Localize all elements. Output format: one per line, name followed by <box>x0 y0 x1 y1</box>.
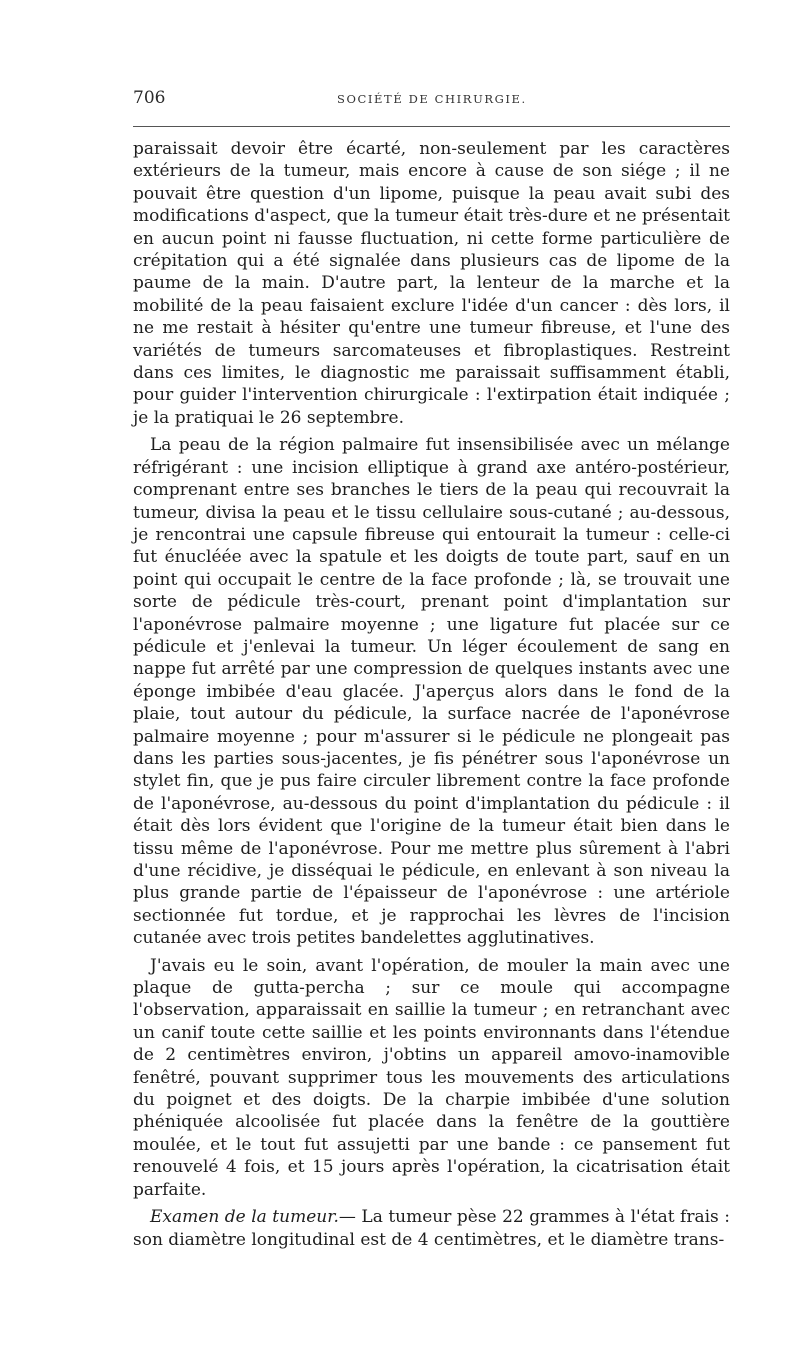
running-head: SOCIÉTÉ DE CHIRURGIE. <box>337 92 527 106</box>
page-number: 706 <box>133 88 166 108</box>
paragraph-continued: paraissait devoir être écarté, non-seulement par les caractères extérieurs de la tumeur, mais encore à cause de son siége ; il ne pouvait être question d'un lipome, puisque la peau avait subi des modifications d'aspect, que la tumeur était très-dure et ne présentait en aucun point ni fausse fluctuation, ni cette forme particulière de crépitation qui a été signalée dans plusieurs cas de lipome de la paume de la main. D'autre part, la lenteur de la marche et la mobilité de la peau faisaient exclure l'idée d'un cancer : dès lors, il ne me restait à hésiter qu'entre une tumeur fibreuse, et l'une des variétés de tumeurs sarcomateuses et fibroplastiques. Restreint dans ces limites, le diagnostic me paraissait suffisamment établi, pour guider l'intervention chirurgicale : l'extirpation était indiquée ; je la pratiquai le 26 septembre. <box>133 139 730 428</box>
section-lead: Examen de la tumeur. <box>150 1207 339 1228</box>
paragraph-examination-text: — La tumeur pèse 22 grammes à l'état frais : son diamètre longitudinal est de 4 centimètres, et le diamètre trans- <box>133 1207 731 1250</box>
paragraph-dressing: J'avais eu le soin, avant l'opération, de mouler la main avec une plaque de gutta-percha ; sur ce moule qui accompagne l'observation, apparaissait en saillie la tumeur ; en retranchant avec un canif toute cette saillie et les points environnants dans l'étendue de 2 centimètres environ, j'obtins un appareil amovo-inamovible fenêtré, pouvant supprimer tous les mouvements des articulations du poignet et des doigts. De la charpie imbibée d'une solution phéniquée alcoolisée fut placée dans la fenêtre de la gouttière moulée, et le tout fut assujetti par une bande : ce pansement fut renouvelé 4 fois, et 15 jours après l'opération, la cicatrisation était parfaite. <box>133 955 730 1200</box>
book-page <box>133 88 730 1256</box>
paragraph-examination <box>133 1206 730 1251</box>
paragraph-operation: La peau de la région palmaire fut insensibilisée avec un mélange réfrigérant : une incision elliptique à grand axe antéro-postérieur, comprenant entre ses branches le tiers de la peau qui recouvrait la tumeur, divisa la peau et le tissu cellulaire sous-cutané ; au-dessous, je rencontrai une capsule fibreuse qui entourait la tumeur : celle-ci fut énucléée avec la spatule et les doigts de toute part, sauf en un point qui occupait le centre de la face profonde ; là, se trouvait une sorte de pédicule très-court, prenant point d'implantation sur l'aponévrose palmaire moyenne ; une ligature fut placée sur ce pédicule et j'enlevai la tumeur. Un léger écoulement de sang en nappe fut arrêté par une compression de quelques instants avec une éponge imbibée d'eau glacée. J'aperçus alors dans le fond de la plaie, tout autour du pédicule, la surface nacrée de l'aponévrose palmaire moyenne ; pour m'assurer si le pédicule ne plongeait pas dans les parties sous-jacentes, je fis pénétrer sous l'aponévrose un stylet fin, que je pus faire circuler librement contre la face profonde de l'aponévrose, au-dessous du point d'implantation du pédicule : il était dès lors évident que l'origine de la tumeur était bien dans le tissu même de l'aponévrose. Pour me mettre plus sûrement à l'abri d'une récidive, je disséquai le pédicule, en enlevant à son niveau la plus grande partie de l'épaisseur de l'aponévrose : une artériole sectionnée fut tordue, et je rapprochai les lèvres de l'incision cutanée avec trois petites bandelettes agglutinatives. <box>133 435 730 949</box>
header-rule <box>133 126 730 127</box>
page-header <box>133 88 730 116</box>
